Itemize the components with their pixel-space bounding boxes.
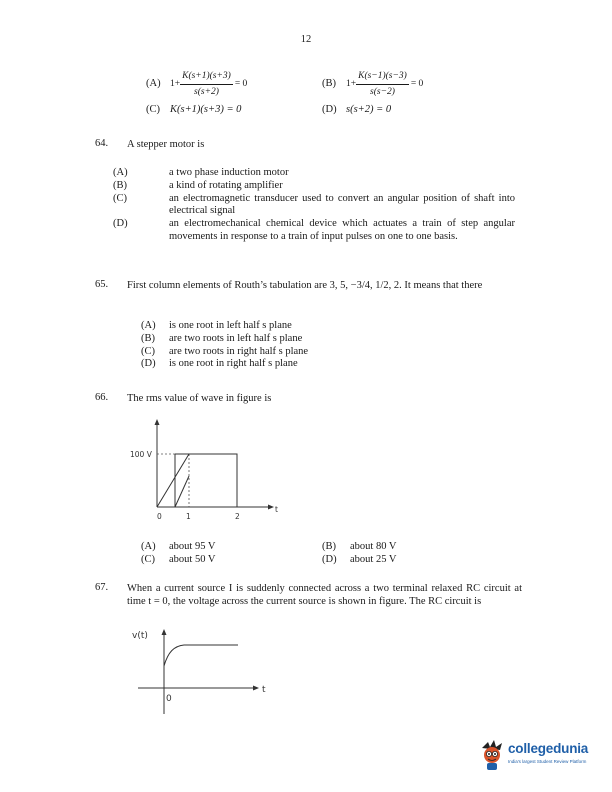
question-number: 67.	[95, 582, 109, 593]
q64-option-b[interactable]	[113, 179, 515, 193]
q63-option-b[interactable]	[322, 70, 492, 99]
option-label: (C)	[141, 345, 155, 357]
q63-a-suffix: = 0	[234, 78, 248, 89]
q63-option-c[interactable]	[146, 104, 241, 117]
option-text: about 95 V	[169, 541, 216, 552]
q63-b-denominator: s(s−2)	[370, 86, 395, 97]
question-text: When a current source I is suddenly connected across a two terminal relaxed RC circuit at time t = 0, the voltage across the current source is shown in figure. The RC circuit is	[127, 583, 522, 607]
option-text: a two phase induction motor	[169, 167, 289, 178]
option-text: about 25 V	[350, 554, 397, 565]
q67-voltage-figure	[128, 626, 288, 718]
q63-c-text: K(s+1)(s+3) = 0	[170, 104, 242, 115]
option-label: (A)	[113, 167, 128, 178]
q65-option-a[interactable]	[141, 320, 515, 333]
page-number: 12	[300, 34, 312, 45]
x-axis-label: t	[275, 505, 278, 514]
q66-option-b[interactable]	[322, 541, 396, 554]
brand-tagline: India's largest Student Review Platform	[508, 759, 587, 764]
waveform	[157, 454, 237, 507]
option-text: a kind of rotating amplifier	[169, 179, 283, 191]
question-number: 65.	[95, 279, 109, 290]
q66-option-c[interactable]	[141, 554, 215, 567]
question-number: 66.	[95, 392, 109, 403]
option-label: (C)	[141, 554, 155, 565]
q64-options	[113, 167, 515, 244]
q64-option-a[interactable]	[113, 167, 515, 180]
question-number: 64.	[95, 138, 109, 149]
q63-a-fraction	[180, 70, 233, 99]
q65-option-b[interactable]	[141, 333, 515, 346]
option-label: (D)	[322, 104, 337, 115]
question-text: A stepper motor is	[127, 139, 205, 150]
q64-option-d[interactable]	[113, 218, 515, 244]
x-axis-label: t	[262, 685, 266, 695]
option-label: (B)	[113, 179, 127, 191]
q63-b-suffix: = 0	[410, 78, 424, 89]
option-text: about 50 V	[169, 554, 216, 565]
option-label: (A)	[141, 320, 156, 331]
q63-b-fraction	[356, 70, 409, 99]
brand-name: collegedunia	[508, 741, 589, 756]
option-label: (A)	[146, 77, 161, 89]
q66-option-a[interactable]	[141, 541, 215, 554]
option-label: (B)	[322, 541, 336, 552]
collegedunia-logo[interactable]	[478, 736, 608, 776]
q65-options	[141, 320, 515, 371]
y-axis-label: v(t)	[132, 631, 148, 641]
voltage-curve	[164, 645, 238, 666]
option-label: (A)	[141, 541, 156, 552]
y-axis	[155, 419, 160, 507]
option-text: an electromechanical chemical device which actuates a train of step angular movements in response to a train of input pulses on one to one basis.	[169, 218, 515, 242]
option-text: an electromagnetic transducer used to convert an angular position of shaft into electrical signal	[169, 192, 515, 217]
q65-option-d[interactable]	[141, 358, 515, 371]
option-text: about 80 V	[350, 541, 397, 552]
option-text: are two roots in left half s plane	[169, 332, 303, 344]
option-label: (C)	[113, 192, 127, 204]
q63-a-prefix: 1+	[170, 78, 181, 89]
q63-b-prefix: 1+	[346, 78, 357, 89]
option-label: (B)	[141, 332, 155, 344]
q66-waveform-figure	[125, 416, 295, 528]
x-axis	[138, 686, 259, 691]
x-tick-2-label: 2	[235, 512, 240, 521]
option-label: (B)	[322, 77, 336, 89]
mascot-icon	[478, 738, 506, 772]
option-label: (D)	[322, 554, 337, 565]
x-origin-label: 0	[166, 694, 172, 704]
y-level-label: 100 V	[130, 450, 152, 459]
waveform-ramp	[175, 476, 189, 507]
q63-b-numerator: K(s−1)(s−3)	[356, 70, 409, 85]
option-text: are two roots in right half s plane	[169, 345, 309, 357]
option-label: (D)	[141, 358, 156, 370]
question-text: The rms value of wave in figure is	[127, 393, 272, 404]
x-origin-label: 0	[157, 512, 162, 521]
question-text: First column elements of Routh’s tabulation are 3, 5, −3/4, 1/2, 2. It means that there	[127, 280, 483, 291]
q65-option-c[interactable]	[141, 346, 515, 359]
q63-a-numerator: K(s+1)(s+3)	[180, 70, 233, 85]
x-tick-1-label: 1	[186, 512, 191, 521]
option-label: (C)	[146, 104, 160, 115]
option-text: is one root in right half s plane	[169, 358, 298, 370]
q63-option-d[interactable]	[322, 104, 391, 117]
q63-d-text: s(s+2) = 0	[346, 104, 392, 115]
q63-option-a[interactable]	[146, 70, 296, 99]
q66-option-d[interactable]	[322, 554, 396, 567]
option-label: (D)	[113, 218, 128, 230]
option-text: is one root in left half s plane	[169, 320, 292, 331]
q63-a-denominator: s(s+2)	[194, 86, 219, 97]
q64-option-c[interactable]	[113, 192, 515, 219]
